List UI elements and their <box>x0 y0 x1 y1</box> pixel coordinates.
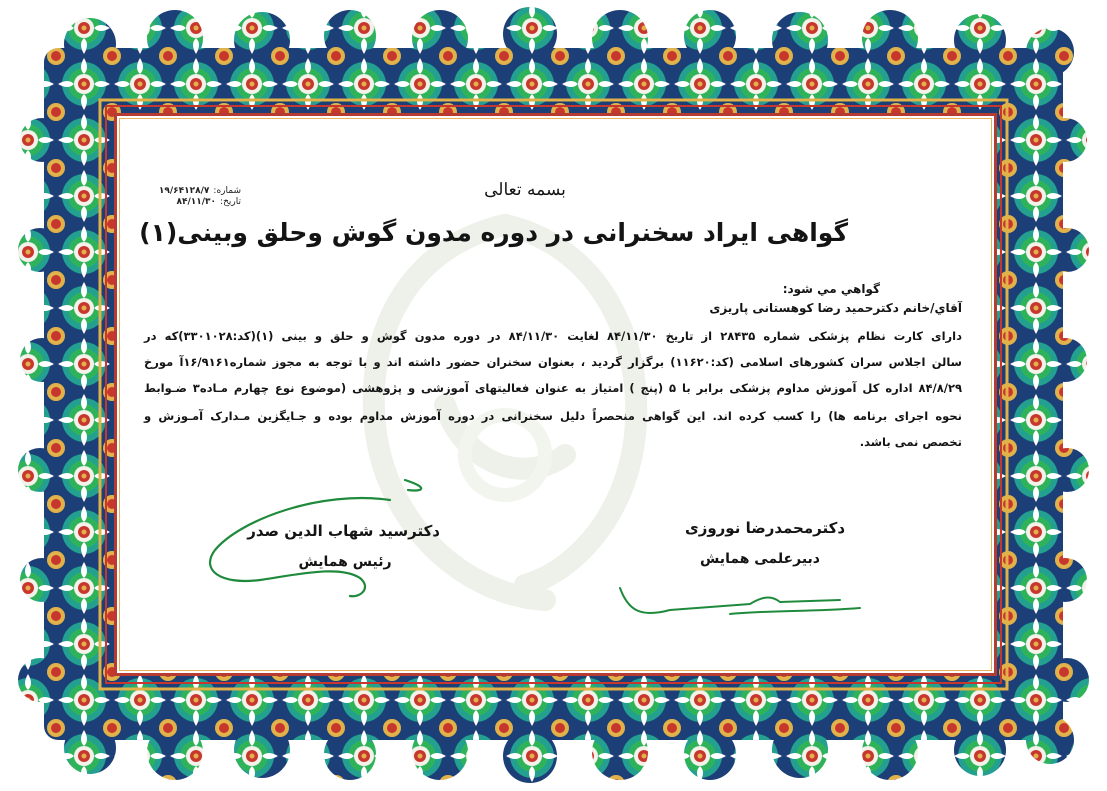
body-line-2: سالن اجلاس سران کشورهای اسلامی (کد:۱۱۶۲۰) برگزار گردید ، بعنوان سخنران حضور داشته اند و با توجه به مجوز شماره۱۶/۹۱۶۱آ مورخ <box>144 355 962 369</box>
reference-block <box>159 186 241 208</box>
number-value: ۱۹/۶۴۱۲۸/۷ <box>158 186 210 196</box>
date-label: تاریخ: <box>220 197 241 207</box>
right-signatory-title: دبیرعلمی همایش <box>700 551 820 567</box>
page-title: گواهی ایراد سخنرانی در دوره مدون گوش وحلق وبینی(۱) <box>139 218 848 247</box>
right-signature <box>610 580 870 630</box>
recipient-line: آقاي/خانم دکترحمید رضا کوهستانی پاریزی <box>709 301 962 315</box>
left-signatory-title: رئیس همایش <box>298 554 392 570</box>
number-label: شماره: <box>213 186 241 196</box>
body-line-1: دارای کارت نظام پزشکی شماره ۲۸۴۳۵ از تاریخ ۸۴/۱۱/۳۰ لغایت ۸۴/۱۱/۳۰ در دوره مدون گوش و حلق و بینی (۱)(کد:۳۳۰۱۰۲۸)که در <box>144 329 962 343</box>
body-line-3: ۸۴/۸/۲۹ اداره کل آموزش مداوم پزشکی برابر با ۵ (پنج ) امتیاز به عنوان فعالیتهای آموزشی و پژوهشی (موضوع نوع چهارم مـاده۳ ضـوابط <box>144 381 962 395</box>
body-line-5: تخصص نمی باشد. <box>859 435 962 449</box>
basmala: بسمه تعالی <box>484 180 566 200</box>
body-line-4: نحوه اجرای برنامه ها) را کسب کرده اند. این گواهی منحصراً دلیل سخنرانی در دوره آموزش مداوم بوده و جـایگزین مـدارک آمـوزش و <box>144 409 962 423</box>
right-signatory-name: دکترمحمدرضا نوروزی <box>684 519 846 537</box>
intro-line: گواهي مي شود: <box>782 282 880 296</box>
left-signature <box>200 470 440 610</box>
date-value: ۸۴/۱۱/۳۰ <box>176 197 217 207</box>
left-signatory-name: دکترسید شهاب الدین صدر <box>247 522 440 540</box>
